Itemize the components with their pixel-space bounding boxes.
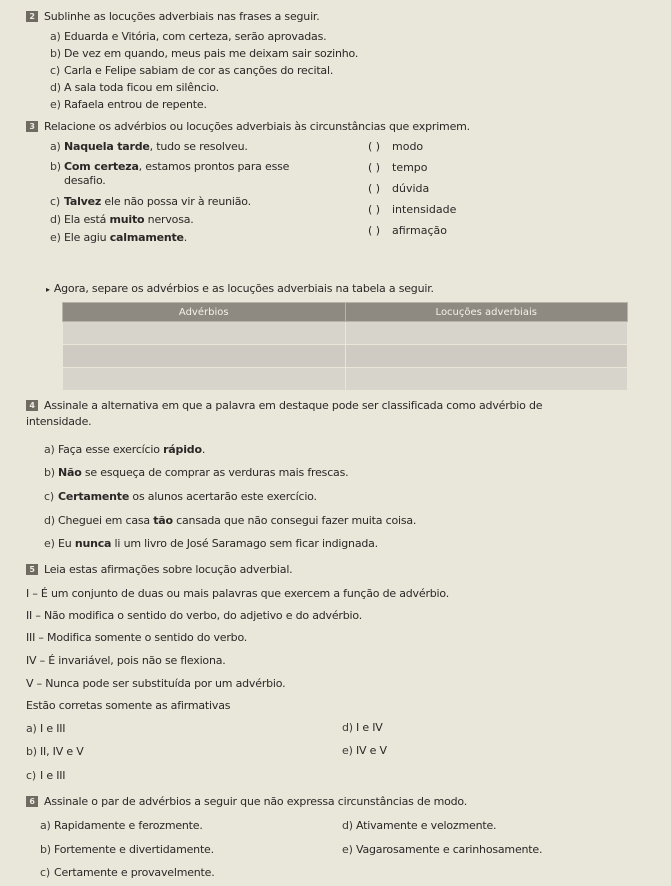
q2-circumstance-duvida: ( ) dúvida	[368, 182, 430, 195]
q2-item-d: d) Ela está muito nervosa.	[50, 213, 194, 226]
q5-option-c: c) Certamente e provavelmente.	[40, 866, 215, 879]
q4-prompt: Estão corretas somente as afirmativas	[26, 699, 231, 712]
q3-option-a: a) Faça esse exercício rápido.	[44, 443, 206, 456]
q3-number-badge: 4	[26, 400, 38, 411]
q5-option-d: d) Ativamente e velozmente.	[342, 819, 497, 832]
bullet-arrow-icon: ▸	[46, 285, 50, 294]
q4-statement-3: III – Modifica somente o sentido do verbo.	[26, 631, 248, 644]
q4-instruction: 5 Leia estas afirmações sobre locução adverbial.	[26, 563, 292, 577]
table-cell[interactable]	[63, 345, 346, 368]
q2-circumstance-modo: ( ) modo	[368, 140, 424, 153]
q2-circumstance-tempo: ( ) tempo	[368, 161, 428, 174]
q2-circumstance-intensidade: ( ) intensidade	[368, 203, 457, 216]
q3-option-e: e) Eu nunca li um livro de José Saramago sem ficar indignada.	[44, 537, 378, 550]
q2-followup: ▸ Agora, separe os advérbios e as locuções adverbiais na tabela a seguir.	[46, 282, 434, 295]
q5-number-badge: 6	[26, 796, 38, 807]
q1-option-b: b) De vez em quando, meus pais me deixam sair sozinho.	[50, 47, 359, 60]
q2-item-a: a) Naquela tarde, tudo se resolveu.	[50, 140, 248, 153]
table-cell[interactable]	[63, 368, 346, 391]
q2-instruction: 3 Relacione os advérbios ou locuções adverbiais às circunstâncias que exprimem.	[26, 120, 470, 134]
adverbs-table	[62, 302, 628, 391]
table-cell[interactable]	[345, 368, 628, 391]
table-cell[interactable]	[63, 322, 346, 345]
q4-option-e: e) IV e V	[342, 744, 387, 757]
table-cell[interactable]	[345, 322, 628, 345]
q1-option-d: d) A sala toda ficou em silêncio.	[50, 81, 219, 94]
q4-number-badge: 5	[26, 564, 38, 575]
q4-option-d: d) I e IV	[342, 721, 383, 734]
q5-option-a: a) Rapidamente e ferozmente.	[40, 819, 203, 832]
q1-number-badge: 2	[26, 11, 38, 22]
table-cell[interactable]	[345, 345, 628, 368]
q3-instruction: 4 Assinale a alternativa em que a palavra em destaque pode ser classificada como advérbio de	[26, 399, 542, 413]
q1-instruction: 2 Sublinhe as locuções adverbiais nas frases a seguir.	[26, 10, 320, 24]
q2-item-b-continuation: desafio.	[64, 174, 106, 187]
q5-option-b: b) Fortemente e divertidamente.	[40, 843, 214, 856]
q2-circumstance-afirmacao: ( ) afirmação	[368, 224, 447, 237]
q2-number-badge: 3	[26, 121, 38, 132]
q1-option-e: e) Rafaela entrou de repente.	[50, 98, 207, 111]
table-header-locucoes: Locuções adverbiais	[345, 303, 628, 322]
q3-option-c: c) Certamente os alunos acertarão este exercício.	[44, 490, 317, 503]
q2-item-b: b) Com certeza, estamos prontos para esse	[50, 160, 290, 173]
q1-option-a: a) Eduarda e Vitória, com certeza, serão aprovadas.	[50, 30, 327, 43]
q2-item-c: c) Talvez ele não possa vir à reunião.	[50, 195, 251, 208]
q1-option-c: c) Carla e Felipe sabiam de cor as canções do recital.	[50, 64, 334, 77]
q4-statement-2: II – Não modifica o sentido do verbo, do adjetivo e do advérbio.	[26, 609, 362, 622]
q5-instruction: 6 Assinale o par de advérbios a seguir que não expressa circunstâncias de modo.	[26, 795, 467, 809]
q4-statement-4: IV – É invariável, pois não se flexiona.	[26, 654, 226, 667]
q4-statement-1: I – É um conjunto de duas ou mais palavras que exercem a função de advérbio.	[26, 587, 450, 600]
q4-option-b: b) II, IV e V	[26, 745, 84, 758]
q4-statement-5: V – Nunca pode ser substituída por um advérbio.	[26, 677, 286, 690]
q3-option-b: b) Não se esqueça de comprar as verduras mais frescas.	[44, 466, 349, 479]
table-header-adverbios: Advérbios	[63, 303, 346, 322]
q3-instruction-cont: intensidade.	[26, 415, 92, 428]
q3-option-d: d) Cheguei em casa tão cansada que não consegui fazer muita coisa.	[44, 514, 417, 527]
q4-option-c: c) I e III	[26, 769, 66, 782]
q2-item-e: e) Ele agiu calmamente.	[50, 231, 188, 244]
q4-option-a: a) I e III	[26, 722, 66, 735]
q5-option-e: e) Vagarosamente e carinhosamente.	[342, 843, 543, 856]
